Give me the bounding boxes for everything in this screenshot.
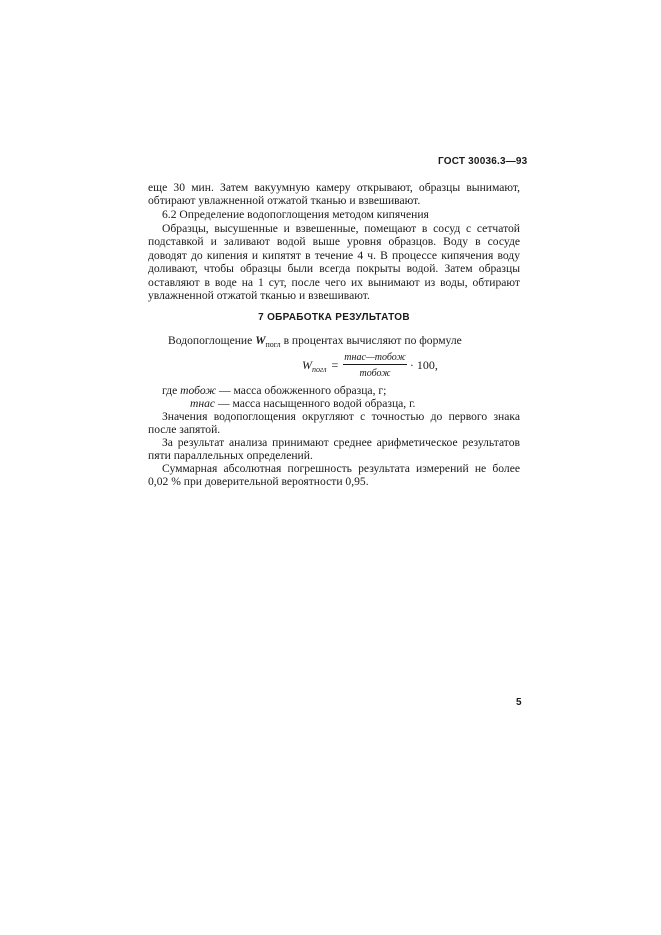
- paragraph-error: Суммарная абсолютная погрешность результата измерений не более 0,02 % при доверительной вероятности 0,95.: [148, 462, 520, 489]
- paragraph-rounding: Значения водопоглощения округляют с точностью до первого знака после запятой.: [148, 410, 520, 437]
- formula-fraction: [343, 352, 407, 379]
- formula-intro: [168, 334, 462, 349]
- subsection-heading-6-2: 6.2 Определение водопоглощения методом кипячения: [162, 208, 429, 221]
- definition-variable: mобож: [180, 384, 217, 397]
- definition-row: [162, 384, 415, 397]
- water-absorption-formula: [302, 352, 438, 379]
- formula-lhs: [302, 358, 327, 374]
- formula-denominator: mобож: [359, 368, 391, 379]
- formula-intro-after: в процентах вычисляют по формуле: [283, 334, 462, 347]
- definition-text: — масса насыщенного водой образца, г.: [217, 397, 416, 411]
- page-number: 5: [516, 697, 522, 708]
- section-title: 7 ОБРАБОТКА РЕЗУЛЬТАТОВ: [258, 312, 410, 323]
- definition-text: — масса обожженного образца, г;: [219, 384, 387, 397]
- paragraph-boiling-method: Образцы, высушенные и взвешенные, помещают в сосуд с сетчатой подставкой и заливают водой выше уровня образцов. Воду в сосуде доводят до кипения и кипятят в течение 4 ч. В процессе кипячения воду доливают, чтобы образцы были всегда покрыты водой. Затем образцы оставляют в воде на 1 сут, после чего их вынимают из воды, обтирают увлажненной отжатой тканью и взвешивают.: [148, 222, 520, 303]
- definition-variable: mнас: [190, 397, 216, 411]
- definitions-prefix: где: [162, 384, 178, 397]
- formula-equals: =: [331, 358, 339, 372]
- paragraph-vacuum-end: еще 30 мин. Затем вакуумную камеру открывают, образцы вынимают, обтирают увлажненной отжатой тканью и взвешивают.: [148, 181, 520, 208]
- formula-definitions: [162, 384, 415, 411]
- formula-multiplier: · 100,: [409, 358, 438, 372]
- formula-lhs-symbol: W: [302, 357, 312, 372]
- formula-numerator: mнас—mобож: [344, 352, 406, 363]
- definition-row: [162, 397, 415, 410]
- document-header: ГОСТ 30036.3—93: [438, 156, 528, 167]
- paragraph-result-average: За результат анализа принимают среднее арифметическое результатов пяти параллельных определений.: [148, 436, 520, 463]
- formula-intro-symbol-sub: погл: [265, 340, 281, 349]
- formula-intro-before: Водопоглощение: [168, 334, 253, 347]
- formula-intro-symbol: W: [255, 334, 266, 347]
- formula-lhs-sub: погл: [312, 364, 327, 374]
